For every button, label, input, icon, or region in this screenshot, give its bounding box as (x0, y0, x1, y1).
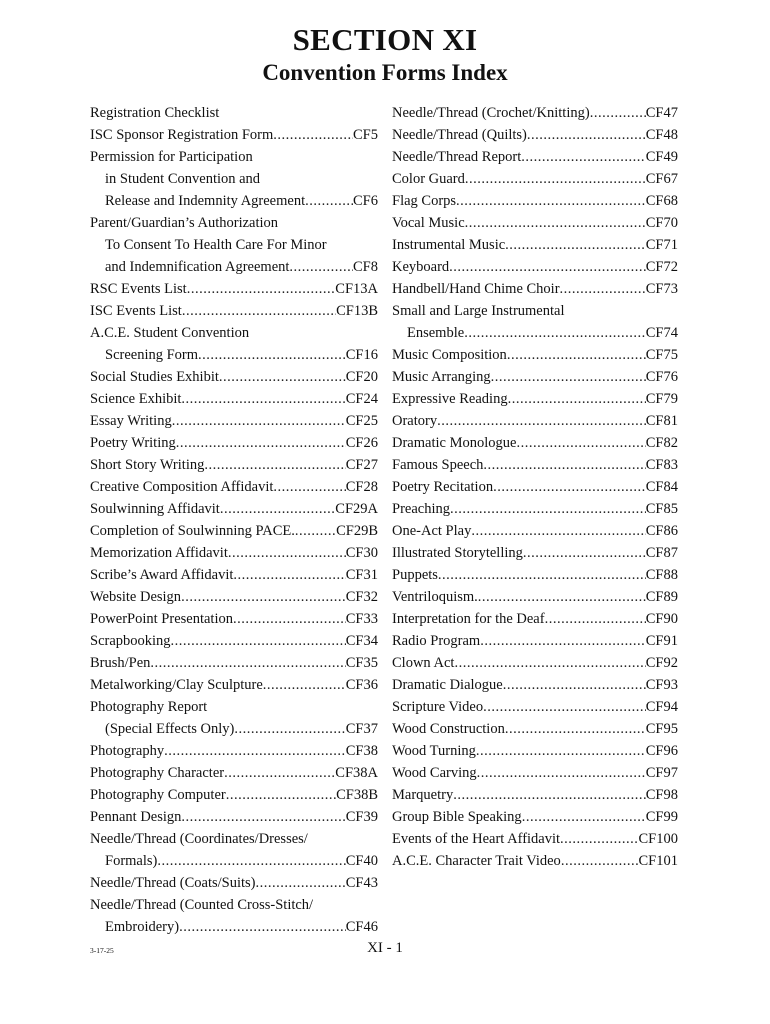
dot-leader (187, 278, 336, 300)
dot-leader (523, 542, 646, 564)
entry-label: Marquetry (392, 787, 454, 803)
dot-leader (176, 432, 346, 454)
dot-leader (505, 234, 646, 256)
form-code: CF93 (645, 677, 678, 693)
dot-leader (545, 608, 646, 630)
dot-leader (476, 740, 646, 762)
entry-label: Wood Turning (392, 743, 476, 759)
form-code: CF13A (335, 281, 378, 297)
dot-leader (226, 784, 336, 806)
entry-label: Short Story Writing (90, 457, 205, 473)
form-code: CF24 (345, 391, 378, 407)
dot-leader (516, 432, 645, 454)
form-code: CF37 (345, 721, 378, 737)
entry-label: Needle/Thread (Counted Cross-Stitch/ (90, 897, 314, 913)
form-code: CF67 (645, 171, 678, 187)
index-entry (392, 190, 678, 212)
index-entry (392, 212, 678, 234)
index-entry (392, 630, 678, 652)
entry-label: Poetry Recitation (392, 479, 494, 495)
dot-leader (233, 608, 346, 630)
form-code: CF91 (645, 633, 678, 649)
form-code: CF30 (345, 545, 378, 561)
form-code: CF81 (645, 413, 678, 429)
form-code: CF101 (638, 853, 678, 869)
form-code: CF71 (645, 237, 678, 253)
dot-leader (273, 476, 345, 498)
index-entry (90, 652, 378, 674)
index-entry (392, 102, 678, 124)
dot-leader (483, 696, 646, 718)
entry-label: Creative Composition Affidavit (90, 479, 274, 495)
entry-label: Science Exhibit (90, 391, 182, 407)
index-entry (90, 806, 378, 828)
index-entry (392, 146, 678, 168)
index-entry (90, 498, 378, 520)
entry-label: Keyboard (392, 259, 450, 275)
entry-label: Wood Construction (392, 721, 505, 737)
form-code: CF46 (345, 919, 378, 935)
entry-label: Needle/Thread (Coordinates/Dresses/ (90, 831, 308, 847)
entry-label: Photography (90, 743, 165, 759)
form-code: CF92 (645, 655, 678, 671)
dot-leader (164, 740, 346, 762)
form-code: CF49 (645, 149, 678, 165)
dot-leader (454, 652, 645, 674)
index-entry (90, 366, 378, 388)
index-entry (90, 784, 378, 806)
form-code: CF88 (645, 567, 678, 583)
dot-leader (521, 146, 646, 168)
dot-leader (527, 124, 646, 146)
index-entry (392, 278, 678, 300)
form-code: CF38A (335, 765, 378, 781)
right-column (392, 102, 678, 872)
entry-label: Embroidery) (105, 919, 180, 935)
index-entry (90, 234, 378, 256)
dot-leader (224, 762, 335, 784)
index-entry (90, 410, 378, 432)
entry-label: Pennant Design (90, 809, 182, 825)
form-code: CF47 (645, 105, 678, 121)
index-entry (392, 850, 678, 872)
entry-label: Radio Program (392, 633, 481, 649)
dot-leader (465, 168, 646, 190)
dot-leader (450, 498, 646, 520)
index-entry (90, 300, 378, 322)
index-entry (90, 454, 378, 476)
entry-label: Memorization Affidavit (90, 545, 228, 561)
form-code: CF85 (645, 501, 678, 517)
index-entry (392, 564, 678, 586)
entry-label: Needle/Thread (Quilts) (392, 127, 527, 143)
index-entry (90, 762, 378, 784)
dot-leader (219, 366, 346, 388)
form-code: CF72 (645, 259, 678, 275)
entry-label: Parent/Guardian’s Authorization (90, 215, 279, 231)
index-entry (90, 872, 378, 894)
index-entry (90, 146, 378, 168)
dot-leader (478, 586, 646, 608)
form-code: CF32 (345, 589, 378, 605)
entry-label: Famous Speech (392, 457, 484, 473)
index-entry (392, 542, 678, 564)
form-code: CF28 (345, 479, 378, 495)
entry-label: A.C.E. Student Convention (90, 325, 250, 341)
entry-label: Poetry Writing (90, 435, 176, 451)
form-code: CF39 (345, 809, 378, 825)
entry-label: Release and Indemnity Agreement (105, 193, 306, 209)
index-entry (392, 322, 678, 344)
form-code: CF43 (345, 875, 378, 891)
index-entry (392, 828, 678, 850)
form-code: CF13B (336, 303, 378, 319)
index-entry (90, 916, 378, 938)
index-entry (392, 234, 678, 256)
index-entry (392, 168, 678, 190)
dot-leader (157, 850, 345, 872)
index-entry (90, 696, 378, 718)
index-entry (90, 674, 378, 696)
index-entry (392, 124, 678, 146)
index-entry (90, 850, 378, 872)
dot-leader (220, 498, 335, 520)
index-entry (392, 762, 678, 784)
index-entry (90, 542, 378, 564)
entry-label: Events of the Heart Affidavit (392, 831, 561, 847)
form-code: CF35 (345, 655, 378, 671)
form-code: CF79 (645, 391, 678, 407)
dot-leader (480, 630, 646, 652)
form-code: CF74 (645, 325, 678, 341)
index-entry (392, 344, 678, 366)
dot-leader (503, 674, 646, 696)
dot-leader (172, 410, 346, 432)
dot-leader (181, 806, 345, 828)
dot-leader (228, 542, 346, 564)
dot-leader (505, 718, 646, 740)
form-code: CF31 (345, 567, 378, 583)
index-entry (392, 784, 678, 806)
index-entry (392, 300, 678, 322)
index-entry (392, 498, 678, 520)
entry-label: Formals) (105, 853, 158, 869)
dot-leader (507, 344, 646, 366)
index-entry (392, 586, 678, 608)
index-entry (90, 388, 378, 410)
entry-label: RSC Events List (90, 281, 187, 297)
index-entry (392, 256, 678, 278)
dot-leader (273, 124, 353, 146)
index-entry (90, 322, 378, 344)
dot-leader (256, 872, 346, 894)
form-code: CF29A (335, 501, 378, 517)
dot-leader (464, 322, 646, 344)
entry-label: Instrumental Music (392, 237, 506, 253)
index-entry (90, 608, 378, 630)
index-entry (90, 476, 378, 498)
dot-leader (477, 762, 646, 784)
entry-label: (Special Effects Only) (105, 721, 235, 737)
dot-leader (182, 300, 336, 322)
form-code: CF38B (336, 787, 378, 803)
form-code: CF34 (345, 633, 378, 649)
dot-leader (590, 102, 646, 124)
form-code: CF98 (645, 787, 678, 803)
dot-leader (233, 564, 345, 586)
form-code: CF16 (345, 347, 378, 363)
entry-label: Puppets (392, 567, 438, 583)
dot-leader (560, 278, 646, 300)
entry-label: Scrapbooking (90, 633, 171, 649)
entry-label: Needle/Thread (Crochet/Knitting) (392, 105, 590, 121)
index-entry (392, 718, 678, 740)
form-code: CF95 (645, 721, 678, 737)
form-code: CF5 (353, 127, 378, 143)
index-entry (90, 212, 378, 234)
entry-label: Needle/Thread (Coats/Suits) (90, 875, 256, 891)
form-code: CF99 (645, 809, 678, 825)
entry-label: Music Composition (392, 347, 507, 363)
entry-label: Small and Large Instrumental (392, 303, 565, 319)
form-code: CF70 (645, 215, 678, 231)
entry-label: and Indemnification Agreement (105, 259, 290, 275)
entry-label: Photography Character (90, 765, 225, 781)
dot-leader (289, 256, 353, 278)
dot-leader (181, 388, 345, 410)
index-entry (392, 696, 678, 718)
form-code: CF96 (645, 743, 678, 759)
index-entry (392, 740, 678, 762)
form-code: CF73 (645, 281, 678, 297)
form-code: CF87 (645, 545, 678, 561)
entry-label: Handbell/Hand Chime Choir (392, 281, 560, 297)
index-entry (392, 652, 678, 674)
index-entry (392, 432, 678, 454)
entry-label: ISC Events List (90, 303, 182, 319)
form-code: CF8 (353, 259, 378, 275)
dot-leader (483, 454, 645, 476)
dot-leader (508, 388, 646, 410)
entry-label: One-Act Play (392, 523, 472, 539)
entry-label: Dramatic Monologue (392, 435, 517, 451)
dot-leader (438, 564, 646, 586)
entry-label: Brush/Pen (90, 655, 151, 671)
form-code: CF76 (645, 369, 678, 385)
entry-label: Expressive Reading (392, 391, 508, 407)
index-entry (392, 520, 678, 542)
form-code: CF38 (345, 743, 378, 759)
index-entry (392, 608, 678, 630)
index-entry (392, 454, 678, 476)
entry-label: Vocal Music (392, 215, 465, 231)
form-code: CF68 (645, 193, 678, 209)
entry-label: ISC Sponsor Registration Form (90, 127, 274, 143)
entry-label: Registration Checklist (90, 105, 220, 121)
dot-leader (263, 674, 346, 696)
dot-leader (150, 652, 345, 674)
form-code: CF86 (645, 523, 678, 539)
dot-leader (305, 190, 353, 212)
form-code: CF84 (645, 479, 678, 495)
entry-label: Flag Corps (392, 193, 457, 209)
entry-label: Clown Act (392, 655, 455, 671)
entry-label: Social Studies Exhibit (90, 369, 219, 385)
index-entry (392, 366, 678, 388)
index-entry (90, 828, 378, 850)
dot-leader (456, 190, 646, 212)
index-entry (392, 806, 678, 828)
entry-label: Photography Report (90, 699, 208, 715)
form-code: CF90 (645, 611, 678, 627)
form-code: CF83 (645, 457, 678, 473)
index-entry (90, 344, 378, 366)
entry-label: Essay Writing (90, 413, 172, 429)
index-entry (90, 432, 378, 454)
index-entry (90, 278, 378, 300)
entry-label: Preaching (392, 501, 450, 517)
dot-leader (171, 630, 346, 652)
index-entry (90, 520, 378, 542)
dot-leader (491, 366, 646, 388)
entry-label: Wood Carving (392, 765, 477, 781)
entry-label: Completion of Soulwinning PACE. (90, 523, 295, 539)
index-entry (90, 630, 378, 652)
form-code: CF97 (645, 765, 678, 781)
index-entry (90, 740, 378, 762)
dot-leader (561, 850, 639, 872)
page-number: XI - 1 (367, 940, 403, 956)
dot-leader (449, 256, 646, 278)
entry-label: Scribe’s Award Affidavit (90, 567, 234, 583)
left-column (90, 102, 378, 938)
entry-label: Ventriloquism. (392, 589, 478, 605)
index-entry (90, 124, 378, 146)
entry-label: Group Bible Speaking (392, 809, 522, 825)
index-entry (392, 476, 678, 498)
index-entry (392, 410, 678, 432)
index-entry (90, 102, 378, 124)
form-code: CF36 (345, 677, 378, 693)
form-code: CF33 (345, 611, 378, 627)
entry-label: Metalworking/Clay Sculpture (90, 677, 263, 693)
form-code: CF20 (345, 369, 378, 385)
form-code: CF75 (645, 347, 678, 363)
index-entry (90, 586, 378, 608)
form-code: CF6 (353, 193, 378, 209)
entry-label: Screening Form (105, 347, 199, 363)
entry-label: Music Arranging (392, 369, 491, 385)
entry-label: Permission for Participation (90, 149, 253, 165)
entry-label: A.C.E. Character Trait Video (392, 853, 561, 869)
form-code: CF27 (345, 457, 378, 473)
index-entry (90, 564, 378, 586)
entry-label: Soulwinning Affidavit (90, 501, 220, 517)
entry-label: Photography Computer (90, 787, 226, 803)
dot-leader (198, 344, 346, 366)
entry-label: Website Design (90, 589, 182, 605)
dot-leader (471, 520, 645, 542)
index-entry (90, 168, 378, 190)
entry-label: Ensemble (407, 325, 465, 341)
form-code: CF25 (345, 413, 378, 429)
index-title: Convention Forms Index (262, 60, 508, 85)
index-entry (90, 894, 378, 916)
entry-label: in Student Convention and (105, 171, 261, 187)
entry-label: Dramatic Dialogue (392, 677, 503, 693)
dot-leader (453, 784, 646, 806)
revision-date: 3-17-25 (90, 946, 114, 955)
dot-leader (234, 718, 345, 740)
dot-leader (437, 410, 646, 432)
index-entry (90, 190, 378, 212)
entry-label: Illustrated Storytelling (392, 545, 523, 561)
entry-label: Oratory (392, 413, 438, 429)
index-entry (90, 256, 378, 278)
form-code: CF89 (645, 589, 678, 605)
entry-label: Scripture Video (392, 699, 484, 715)
form-code: CF82 (645, 435, 678, 451)
form-code: CF26 (345, 435, 378, 451)
dot-leader (522, 806, 646, 828)
index-entry (90, 718, 378, 740)
dot-leader (493, 476, 646, 498)
index-entry (392, 388, 678, 410)
form-code: CF48 (645, 127, 678, 143)
form-code: CF29B (336, 523, 378, 539)
entry-label: Color Guard (392, 171, 465, 187)
dot-leader (204, 454, 345, 476)
index-entry (392, 674, 678, 696)
section-title: SECTION XI (292, 22, 478, 57)
form-code: CF40 (345, 853, 378, 869)
entry-label: To Consent To Health Care For Minor (105, 237, 327, 253)
dot-leader (465, 212, 646, 234)
entry-label: Interpretation for the Deaf (392, 611, 545, 627)
entry-label: PowerPoint Presentation (90, 611, 233, 627)
dot-leader (181, 586, 346, 608)
form-code: CF100 (638, 831, 678, 847)
dot-leader (179, 916, 346, 938)
entry-label: Needle/Thread Report (392, 149, 522, 165)
form-code: CF94 (645, 699, 678, 715)
dot-leader (560, 828, 638, 850)
dot-leader (295, 520, 336, 542)
